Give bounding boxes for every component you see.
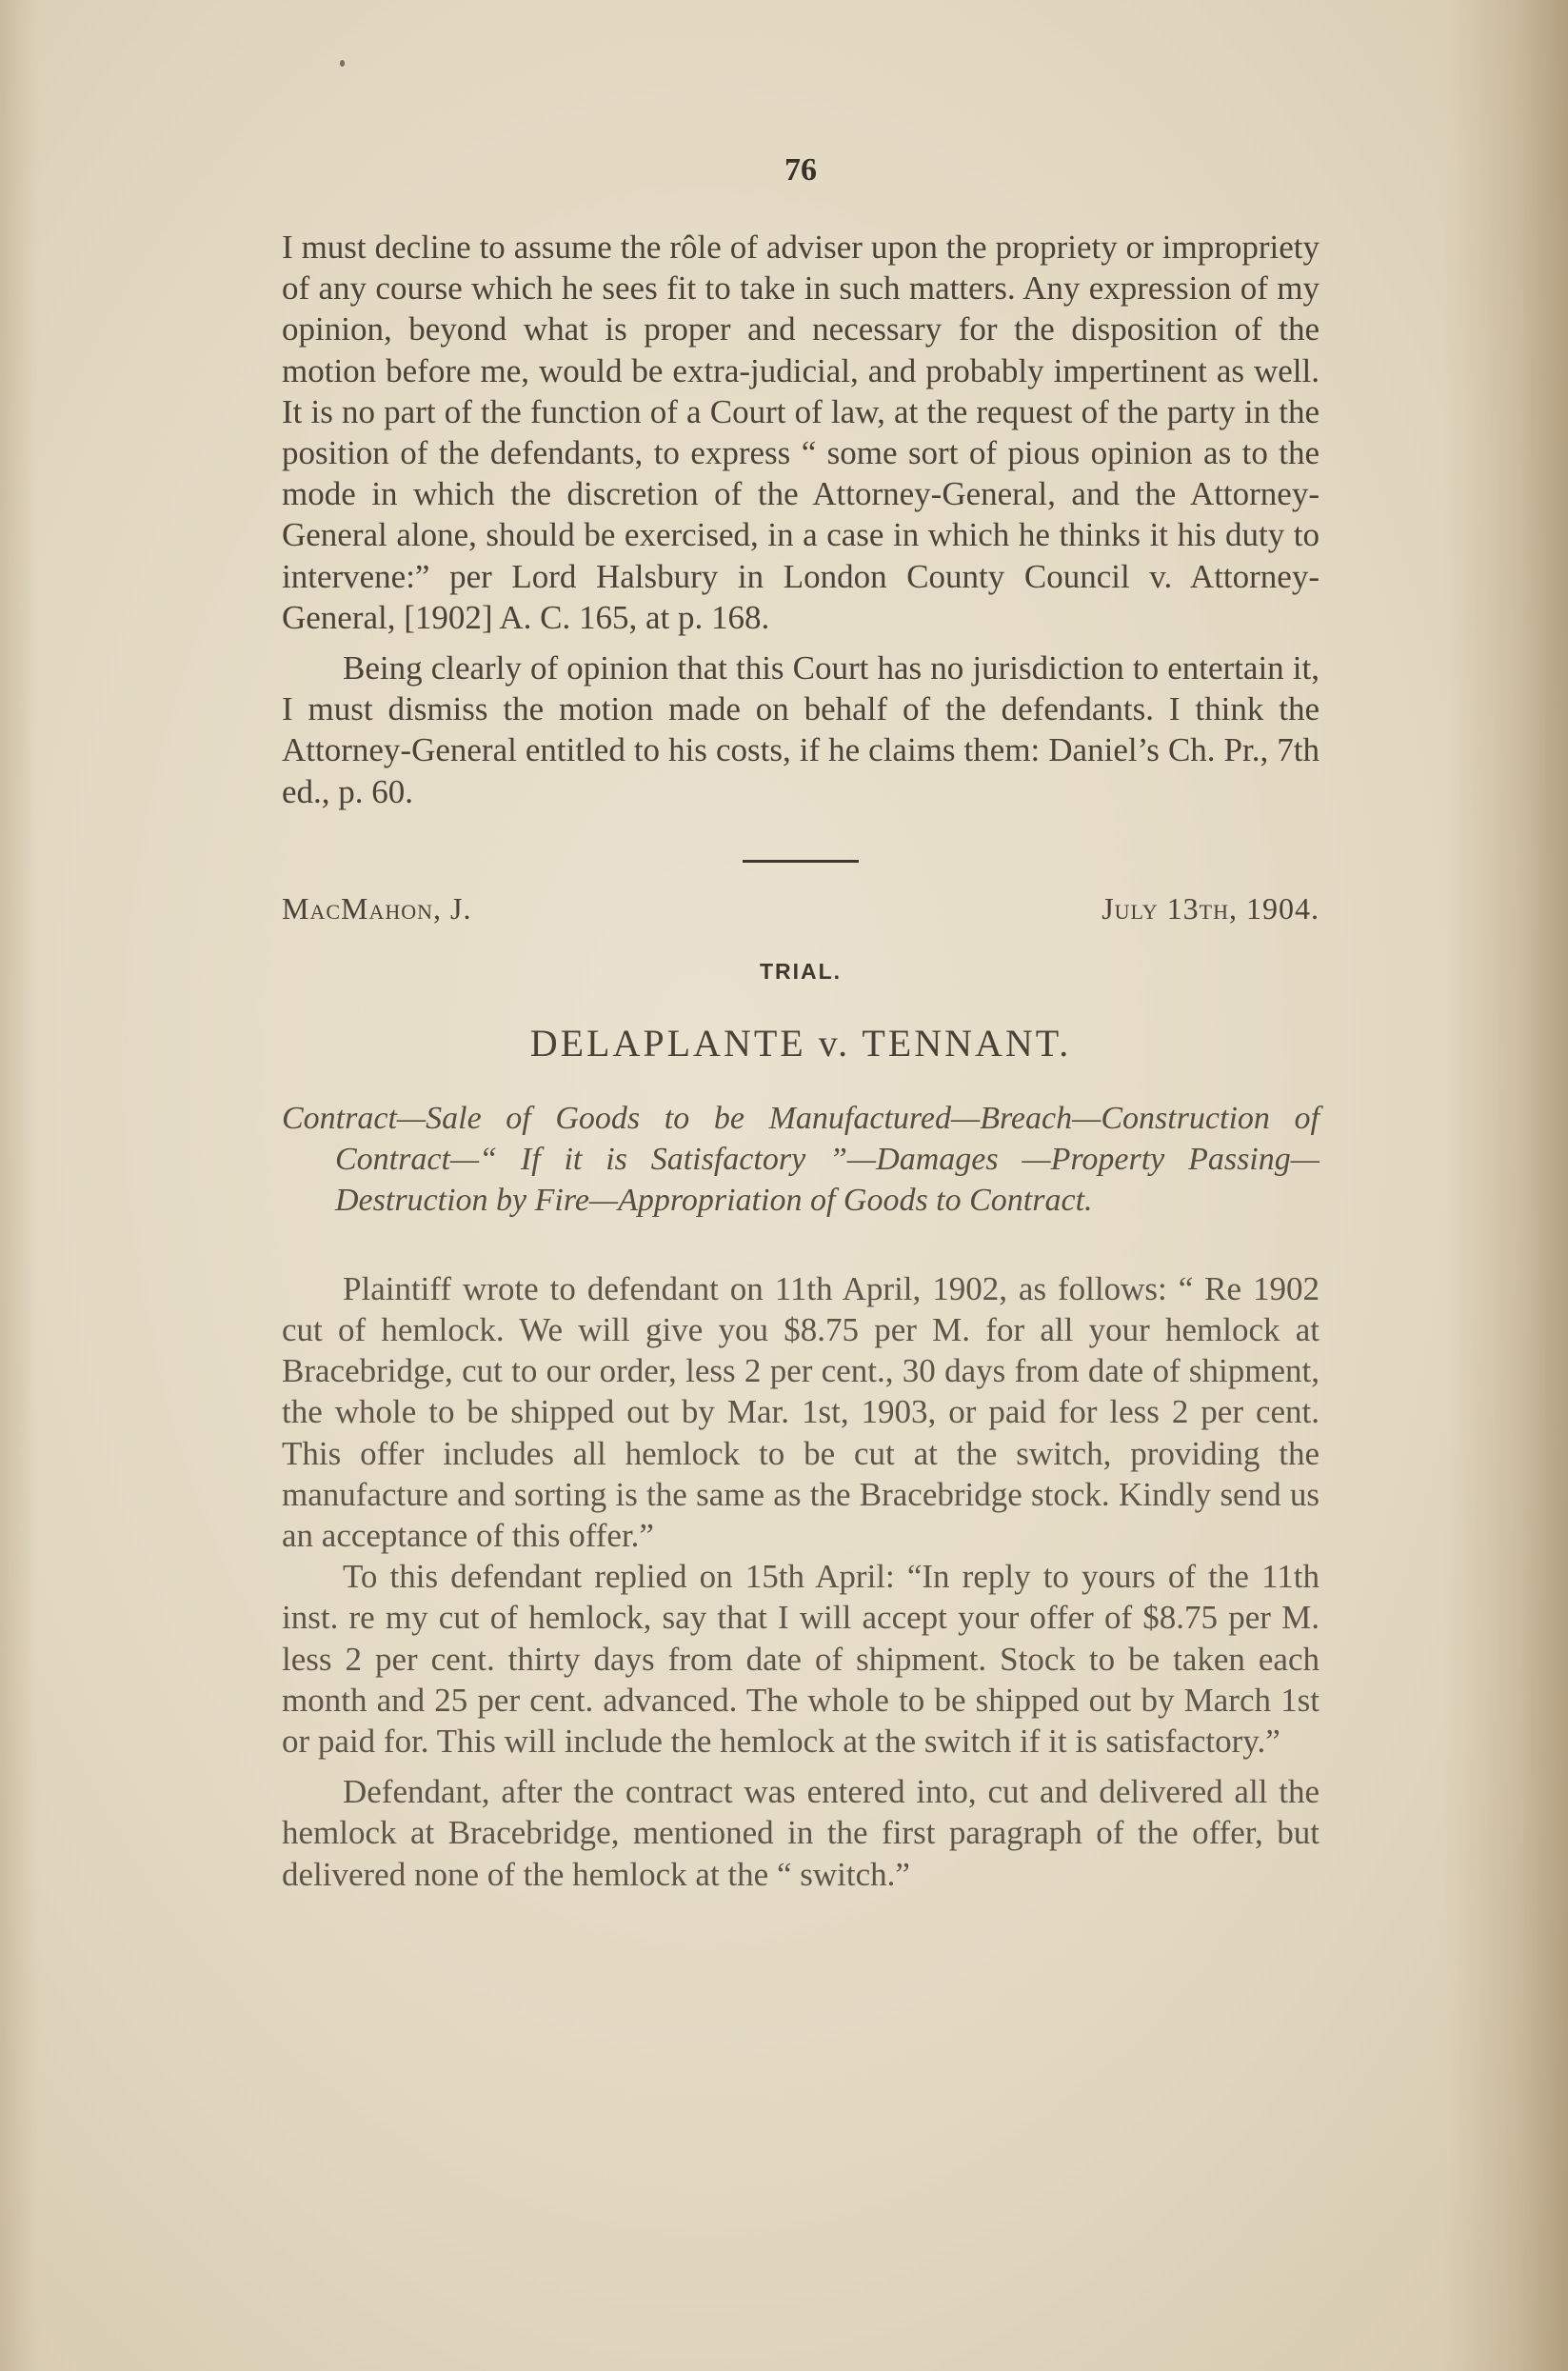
judge-name: MacMahon, J. bbox=[282, 890, 472, 926]
paragraph-dismissal: Being clearly of opinion that this Court has no jurisdiction to entertain it, I must dismiss the motion made on behalf of the defendants. I think the Attorney-General entitled to his costs, if he claims them: Daniel’s Ch. Pr., 7th ed., p. 60. bbox=[282, 649, 1320, 810]
case-title: DELAPLANTE v. TENNANT. bbox=[529, 1021, 1072, 1065]
section-label: TRIAL. bbox=[759, 958, 843, 984]
paragraph-defendant-reply: To this defendant replied on 15th April: “In reply to yours of the 11th inst. re my cut of hemlock, say that I will accept your offer of $8.75 per M. less 2 per cent. thirty days from date of shipment. Stock to be taken each month and 25 per cent. advanced. The whole to be shipped out by March 1st or paid for. This will include the hemlock at the switch if it is satisfactory.” bbox=[282, 1558, 1320, 1761]
headnote: Contract—Sale of Goods to be Manufactured—Breach—Construction of Contract—“ If it is Satisfactory ”—Damages —Property Passing—Destruction by Fire—Appropriation of Goods to Contract. bbox=[282, 1100, 1320, 1218]
page-content bbox=[282, 152, 1320, 1895]
paragraph-plaintiff-letter: Plaintiff wrote to defendant on 11th April, 1902, as follows: “ Re 1902 cut of hemlock. We will give you $8.75 per M. for all your hemlock at Bracebridge, cut to our order, less 2 per cent., 30 days from date of shipment, the whole to be shipped out by Mar. 1st, 1903, or paid for less 2 per cent. This offer includes all hemlock to be cut at the switch, providing the manufacture and sorting is the same as the Bracebridge stock. Kindly send us an acceptance of this offer.” bbox=[282, 1269, 1320, 1555]
page-shadow-left bbox=[0, 0, 38, 2371]
section-divider bbox=[743, 860, 859, 863]
case-header bbox=[282, 891, 1320, 926]
page-number: 76 bbox=[784, 152, 817, 188]
paragraph-opinion-conclusion: I must decline to assume the rôle of adviser upon the propriety or impropriety of any course which he sees fit to take in such matters. Any expression of my opinion, beyond what is proper and necessary for the disposition of the motion before me, would be extra-judicial, and probably impertinent as well. It is no part of the function of a Court of law, at the request of the party in the position of the defendants, to express “ some sort of pious opinion as to the mode in which the discretion of the Attorney-General, and the Attorney-General alone, should be exercised, in a case in which he thinks it his duty to intervene:” per Lord Halsbury in London County Council v. Attorney-General, [1902] A. C. 165, at p. 168. bbox=[282, 229, 1320, 636]
judgment-date: July 13th, 1904. bbox=[1102, 890, 1320, 926]
paragraph-delivery: Defendant, after the contract was entered into, cut and delivered all the hemlock at Bracebridge, mentioned in the first paragraph of the offer, but delivered none of the hemlock at the “ switch.” bbox=[282, 1773, 1320, 1893]
ink-speck bbox=[340, 60, 345, 67]
page-shadow-right bbox=[1444, 0, 1568, 2371]
